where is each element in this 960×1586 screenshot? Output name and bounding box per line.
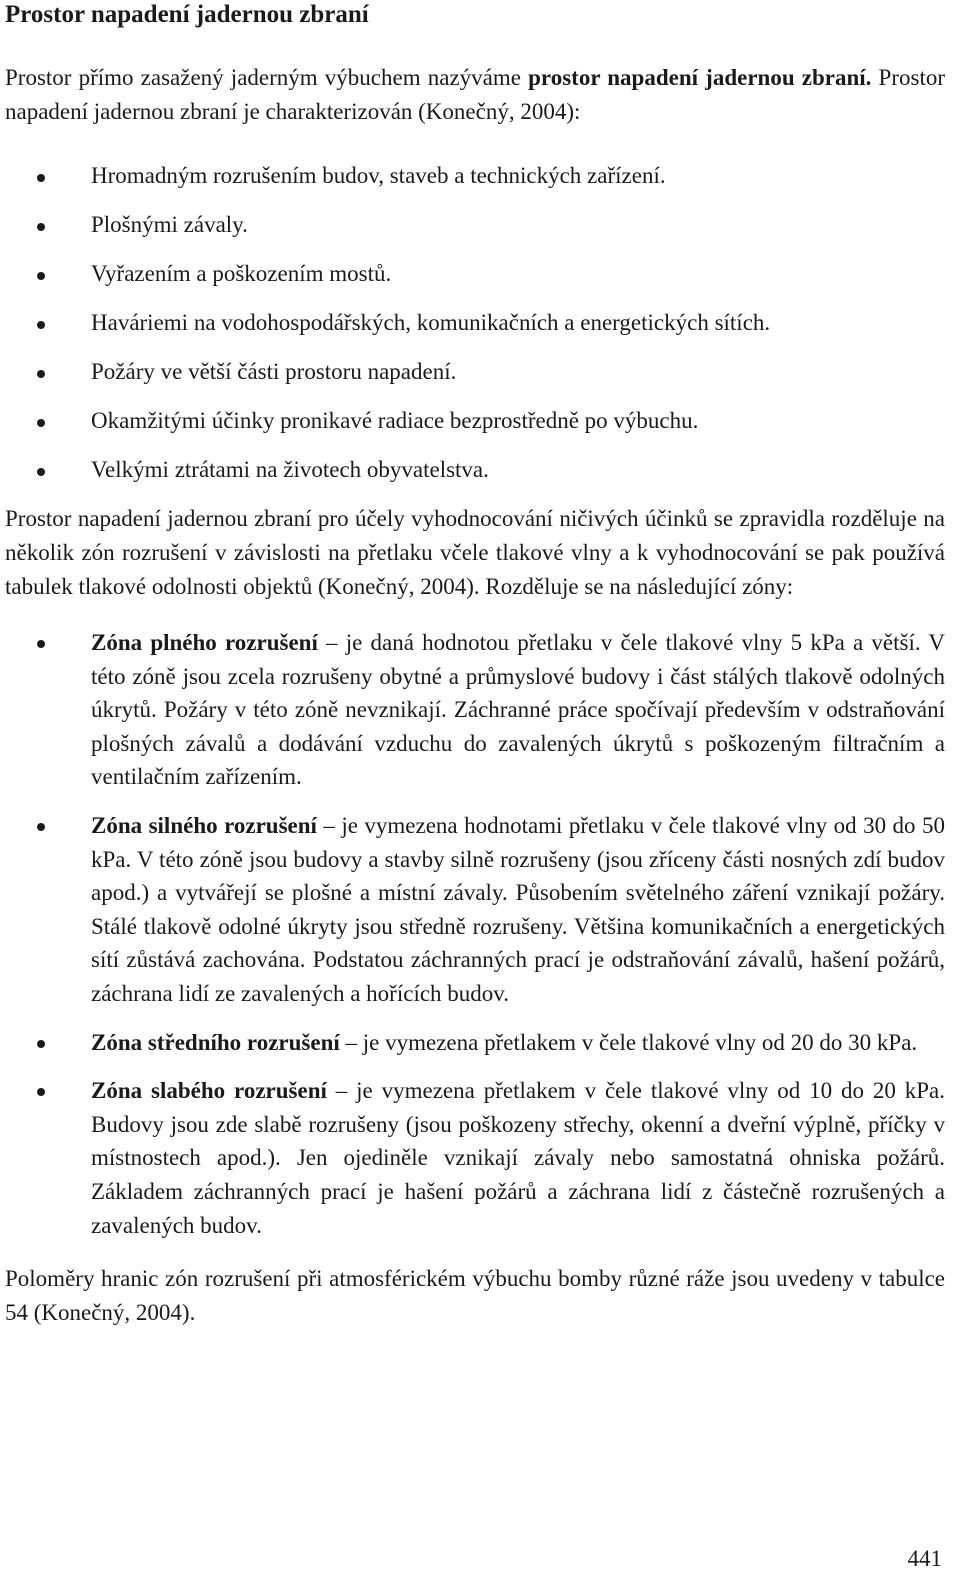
zone-name: Zóna středního rozrušení (91, 1029, 340, 1055)
list-item (5, 355, 945, 389)
list-item-text: Hromadným rozrušením budov, staveb a technických zařízení. (91, 163, 666, 188)
list-item (5, 208, 945, 242)
zone-item (5, 626, 945, 794)
section-heading: Prostor napadení jadernou zbraní (5, 1, 369, 28)
bullet-icon (37, 640, 45, 648)
list-item-text: Okamžitými účinky pronikavé radiace bezprostředně po výbuchu. (91, 408, 699, 433)
list-item-text: Plošnými závaly. (91, 212, 248, 237)
bullet-icon (37, 321, 45, 329)
bullet-icon (37, 223, 45, 231)
list-item-text: Vyřazením a poškozením mostů. (91, 261, 392, 286)
bullet-icon (37, 419, 45, 427)
zone-item (5, 809, 945, 1011)
characteristics-list (5, 159, 945, 487)
bullet-icon (37, 1040, 45, 1048)
bullet-icon (37, 1088, 45, 1096)
list-item (5, 404, 945, 438)
bullet-icon (37, 174, 45, 182)
intro-paragraph (5, 61, 945, 129)
list-item-text: Velkými ztrátami na životech obyvatelstva. (91, 457, 489, 482)
list-item (5, 453, 945, 487)
bullet-icon (37, 272, 45, 280)
intro-bold-term: prostor napadení jadernou zbraní. (528, 65, 872, 90)
zone-item (5, 1026, 945, 1060)
zone-description: – je vymezena hodnotami přetlaku v čele tlakové vlny od 30 do 50 kPa. V této zóně jsou budovy a stavby silně rozrušeny (jsou zříceny části nosných zdí budov apod.) a vytvářejí se plošné a místní závaly. Působením světelného záření vznikají požáry. Stálé tlakově odolné úkryty jsou středně rozrušeny. Většina komunikačních a energetických sítí zůstává zachována. Podstatou záchranných prací je odstraňování závalů, hašení požárů, záchrana lidí ze zavalených a hořících budov. (91, 812, 946, 1006)
bullet-icon (37, 370, 45, 378)
bullet-icon (37, 468, 45, 476)
list-item (5, 257, 945, 291)
list-item-text: Požáry ve větší části prostoru napadení. (91, 359, 457, 384)
intro-text-before: Prostor přímo zasažený jaderným výbuchem nazýváme (5, 65, 529, 90)
list-item (5, 159, 945, 193)
zone-name: Zóna plného rozrušení (91, 630, 318, 655)
document-page (5, 0, 945, 1330)
zone-item (5, 1074, 945, 1242)
bullet-icon (37, 823, 45, 831)
list-item (5, 306, 945, 340)
division-paragraph: Prostor napadení jadernou zbraní pro účely vyhodnocování ničivých účinků se zpravidla rozděluje na několik zón rozrušení v závislosti na přetlaku včele tlakové vlny a k vyhodnocování se pak používá tabulek tlakové odolnosti objektů (Konečný, 2004). Rozděluje se na následující zóny: (5, 506, 945, 599)
zone-description: – je vymezena přetlakem v čele tlakové vlny od 20 do 30 kPa. (339, 1029, 918, 1055)
list-item-text: Haváriemi na vodohospodářských, komunikačních a energetických sítích. (91, 310, 771, 335)
page-number: 441 (907, 1546, 942, 1571)
zone-description: – je vymezena přetlakem v čele tlakové vlny od 10 do 20 kPa. Budovy jsou zde slabě rozrušeny (jsou poškozeny střechy, okenní a dveřní výplně, příčky v místnostech apod.). Jen ojediněle vznikají závaly nebo samostatná ohniska požárů. Základem záchranných prací je hašení požárů a záchrana lidí z částečně rozrušených a zavalených budov. (91, 1078, 945, 1238)
zones-list (5, 626, 945, 1242)
zone-name: Zóna slabého rozrušení (91, 1078, 327, 1104)
zone-description: – je daná hodnotou přetlaku v čele tlakové vlny 5 kPa a větší. V této zóně jsou zcela rozrušeny obytné a průmyslové budovy i část stálých tlakově odolných úkrytů. Požáry v této zóně nevznikají. Záchranné práce spočívají především v odstraňování plošných závalů a dodávání vzduchu do zavalených úkrytů s poškozeným filtračním a ventilačním zařízením. (91, 630, 945, 790)
intro-text-after: Prostor napadení jadernou zbraní je charakterizován (Konečný, 2004): (5, 65, 945, 124)
closing-paragraph: Poloměry hranic zón rozrušení při atmosférickém výbuchu bomby různé ráže jsou uvedeny v tabulce 54 (Konečný, 2004). (5, 1266, 945, 1326)
zone-name: Zóna silného rozrušení (91, 812, 317, 838)
